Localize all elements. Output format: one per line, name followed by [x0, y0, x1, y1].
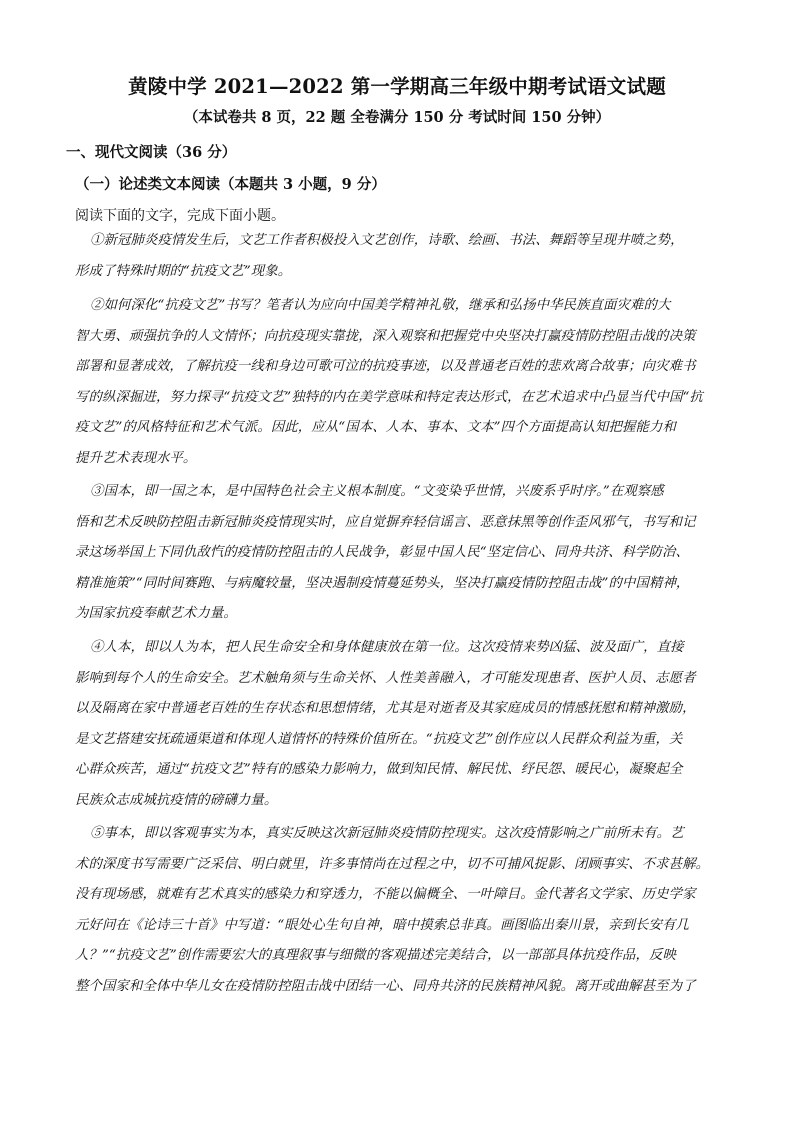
- paragraph-2: [75, 291, 715, 474]
- paragraph-line: ②如何深化“抗疫文艺”书写？笔者认为应向中国美学精神礼敬，继承和弘扬中华民族直面灾难的大: [90, 298, 671, 313]
- paragraph-line: ④人本，即以人为本，把人民生命安全和身体健康放在第一位。这次疫情来势凶猛、波及面广，直接: [90, 640, 684, 655]
- paragraph-line: 是文艺搭建安抚疏通渠道和体现人道情怀的特殊价值所在。“抗疫文艺”创作应以人民群众利益为重，关: [75, 731, 683, 747]
- paragraph-4: [75, 633, 715, 816]
- section-heading: 一、现代文阅读（36 分）: [66, 144, 237, 161]
- paragraph-line: 影响到每个人的生命安全。艺术触角须与生命关怀、人性美善融入，才可能发现患者、医护人员、志愿者: [75, 670, 696, 686]
- paragraph-line: 整个国家和全体中华儿女在疫情防控阻击战中团结一心、同舟共济的民族精神风貌。离开或曲解甚至为了: [75, 978, 696, 994]
- subsection-heading: （一）论述类文本阅读（本题共 3 小题，9 分）: [75, 176, 386, 193]
- paragraph-line: 智大勇、顽强抗争的人文情怀；向抗疫现实靠拢，深入观察和把握党中央坚决打赢疫情防控阻击战的决策: [75, 328, 696, 344]
- paragraph-line: 术的深度书写需要广泛采信、明白就里，许多事情尚在过程之中，切不可捕风捉影、闭顾事实、不求甚解。: [75, 856, 710, 872]
- paragraph-line: 部署和显著成效，了解抗疫一线和身边可歌可泣的抗疫事迹，以及普通老百姓的悲欢离合故事；向灾难书: [75, 359, 696, 374]
- paragraph-line: 精准施策”“同时间赛跑、与病魔较量，坚决遏制疫情蔓延势头，坚决打赢疫情防控阻击战”的中国精神，: [75, 575, 690, 591]
- paragraph-1: [75, 226, 715, 287]
- paragraph-line: 提升艺术表现水平。: [75, 450, 197, 466]
- paragraph-line: 写的纵深掘进，努力探寻“抗疫文艺”独特的内在美学意味和特定表达形式，在艺术追求中凸显当代中国“抗: [75, 389, 703, 405]
- paragraph-line: 心群众疾苦，通过“抗疫文艺”特有的感染力影响力，做到知民情、解民忧、纾民怨、暖民心，凝聚起全: [75, 762, 683, 777]
- exam-subtitle: （本试卷共 8 页，22 题 全卷满分 150 分 考试时间 150 分钟）: [183, 109, 611, 126]
- paragraph-line: 疫文艺”的风格特征和艺术气派。因此，应从“国本、人本、事本、文本”四个方面提高认知把握能力和: [75, 420, 676, 435]
- paragraph-line: 民族众志成城抗疫情的磅礴力量。: [75, 792, 278, 808]
- paragraph-line: 人？”“抗疫文艺”创作需要宏大的真理叙事与细微的客观描述完美结合，以一部部具体抗疫作品，反映: [75, 948, 676, 963]
- paragraph-line: 为国家抗疫奉献艺术力量。: [75, 606, 237, 621]
- paragraph-line: ①新冠肺炎疫情发生后，文艺工作者积极投入文艺创作，诗歌、绘画、书法、舞蹈等呈现井喷之势，: [90, 233, 684, 248]
- paragraph-line: 以及隔离在家中普通老百姓的生存状态和思想情绪，尤其是对逝者及其家庭成员的情感抚慰和精神激励，: [75, 701, 696, 716]
- paragraph-3: [75, 477, 715, 630]
- exam-title: 黄陵中学 2021—2022 第一学期高三年级中期考试语文试题: [128, 75, 666, 98]
- reading-instruction: 阅读下面的文字，完成下面小题。: [75, 208, 285, 224]
- paragraph-5: [75, 819, 715, 1002]
- paragraph-line: 元好问在《论诗三十首》中写道：“眼处心生句自神，暗中摸索总非真。画图临出秦川景，亲到长安有几: [75, 917, 690, 933]
- paragraph-line: 没有现场感，就难有艺术真实的感染力和穿透力，不能以偏概全、一叶障目。金代著名文学家、历史学家: [75, 887, 696, 902]
- paragraph-line: 形成了特殊时期的“抗疫文艺”现象。: [75, 263, 292, 279]
- paragraph-line: 录这场举国上下同仇敌忾的疫情防控阻击的人民战争，彰显中国人民“坚定信心、同舟共济、科学防治、: [75, 545, 690, 560]
- paragraph-line: ⑤事本，即以客观事实为本，真实反映这次新冠肺炎疫情防控现实。这次疫情影响之广前所未有。艺: [90, 826, 684, 841]
- paragraph-line: 悟和艺术反映防控阻击新冠肺炎疫情现实时，应自觉摒弃轻信谣言、恶意抹黑等创作歪风邪气，书写和记: [75, 514, 696, 530]
- paragraph-line: ③国本，即一国之本，是中国特色社会主义根本制度。“文变染乎世情，兴废系乎时序。”在观察感: [90, 484, 664, 499]
